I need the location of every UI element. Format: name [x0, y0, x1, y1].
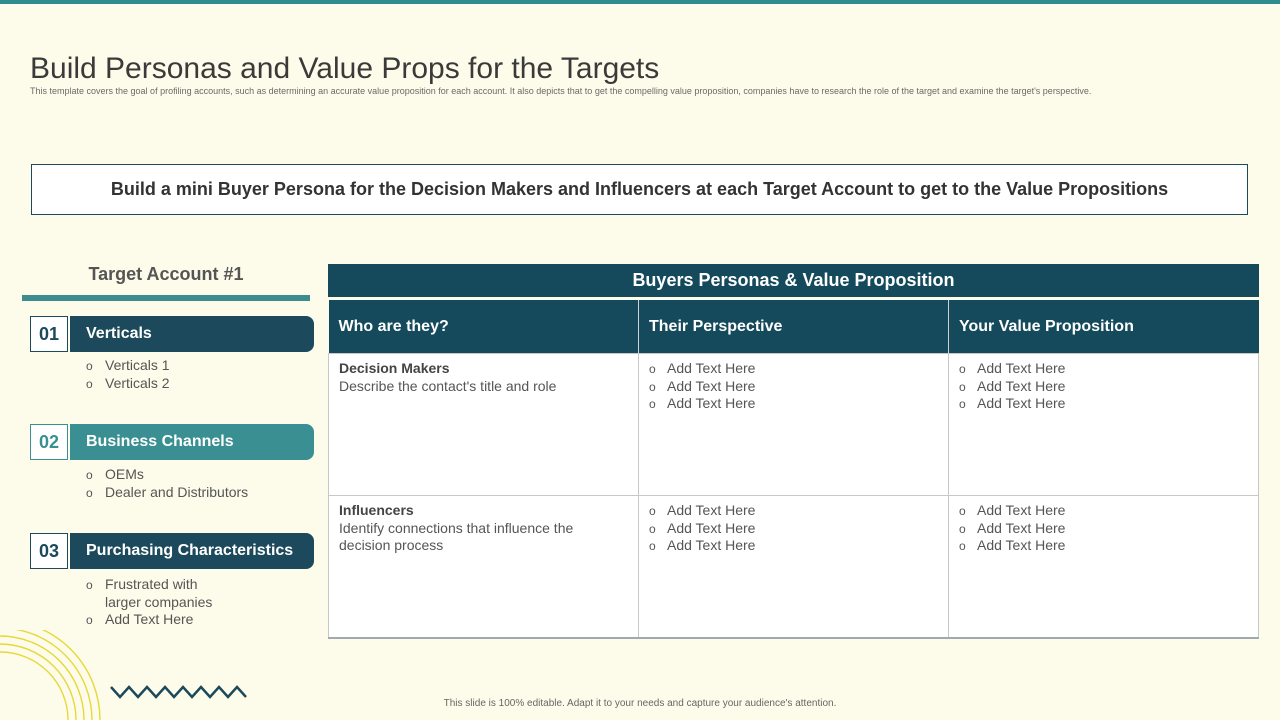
persona-table	[328, 300, 1259, 639]
category-number: 03	[30, 533, 68, 569]
list-item: o Add Text Here	[649, 378, 938, 396]
list-item: o Add Text Here	[649, 395, 938, 413]
list-item: o Add Text Here	[959, 378, 1248, 396]
table-cell-perspective	[639, 496, 949, 638]
category-label: Purchasing Characteristics	[70, 533, 314, 569]
category-purchasing-characteristics-list	[86, 576, 212, 629]
category-verticals-list	[86, 357, 170, 392]
list-item: o Add Text Here	[649, 502, 938, 520]
list-item-text: larger companies	[105, 593, 213, 610]
perspective-list	[649, 502, 938, 555]
list-item: o Add Text Here	[959, 360, 1248, 378]
target-account-label: Target Account #1	[88, 264, 244, 284]
list-item: o Dealer and Distributors	[86, 484, 248, 502]
list-item: o Add Text Here	[86, 611, 212, 629]
category-number: 02	[30, 424, 68, 460]
table-header-row	[329, 300, 1259, 354]
list-item: o Add Text Here	[649, 360, 938, 378]
table-cell-who	[329, 496, 639, 638]
list-item: o Add Text Here	[959, 537, 1248, 555]
category-label: Verticals	[70, 316, 314, 352]
category-number: 01	[30, 316, 68, 352]
page-description: This template covers the goal of profiling accounts, such as determining an accurate value proposition for each account. It also depicts that to get the compelling value proposition, companies have to research the role of the target and examine the target's perspective.	[30, 86, 1092, 96]
list-item: o Verticals 2	[86, 375, 170, 393]
column-header-value-proposition: Your Value Proposition	[949, 300, 1259, 354]
list-item: o Add Text Here	[649, 537, 938, 555]
category-verticals	[30, 316, 314, 352]
column-header-perspective: Their Perspective	[639, 300, 949, 354]
top-stripe	[0, 0, 1280, 4]
list-item: o Add Text Here	[959, 395, 1248, 413]
value-list	[959, 360, 1248, 413]
category-label: Business Channels	[70, 424, 314, 460]
value-list	[959, 502, 1248, 555]
target-account-underline	[22, 295, 310, 301]
list-item: o Add Text Here	[959, 502, 1248, 520]
page-title: Build Personas and Value Props for the Targets	[30, 52, 660, 86]
table-heading: Buyers Personas & Value Proposition	[328, 264, 1259, 297]
banner: Build a mini Buyer Persona for the Decision Makers and Influencers at each Target Account to get to the Value Propositions	[31, 164, 1248, 215]
table-row	[329, 354, 1259, 496]
category-business-channels-list	[86, 466, 248, 501]
list-item: o Add Text Here	[959, 520, 1248, 538]
list-item: o Verticals 1	[86, 357, 170, 375]
perspective-list	[649, 360, 938, 413]
list-item-continued	[86, 594, 212, 612]
table-cell-value	[949, 496, 1259, 638]
persona-description: Describe the contact's title and role	[339, 377, 557, 394]
persona-description: Identify connections that influence the decision process	[339, 519, 574, 553]
list-item: o Frustrated with	[86, 576, 212, 594]
column-header-who: Who are they?	[329, 300, 639, 354]
table-cell-who	[329, 354, 639, 496]
persona-title: Decision Makers	[339, 360, 450, 376]
table-cell-value	[949, 354, 1259, 496]
table-cell-perspective	[639, 354, 949, 496]
category-purchasing-characteristics	[30, 533, 314, 569]
table-row	[329, 496, 1259, 638]
category-business-channels	[30, 424, 314, 460]
footer-note: This slide is 100% editable. Adapt it to your needs and capture your audience's attention.	[443, 698, 837, 709]
persona-title: Influencers	[339, 502, 414, 518]
list-item: o OEMs	[86, 466, 248, 484]
list-item: o Add Text Here	[649, 520, 938, 538]
